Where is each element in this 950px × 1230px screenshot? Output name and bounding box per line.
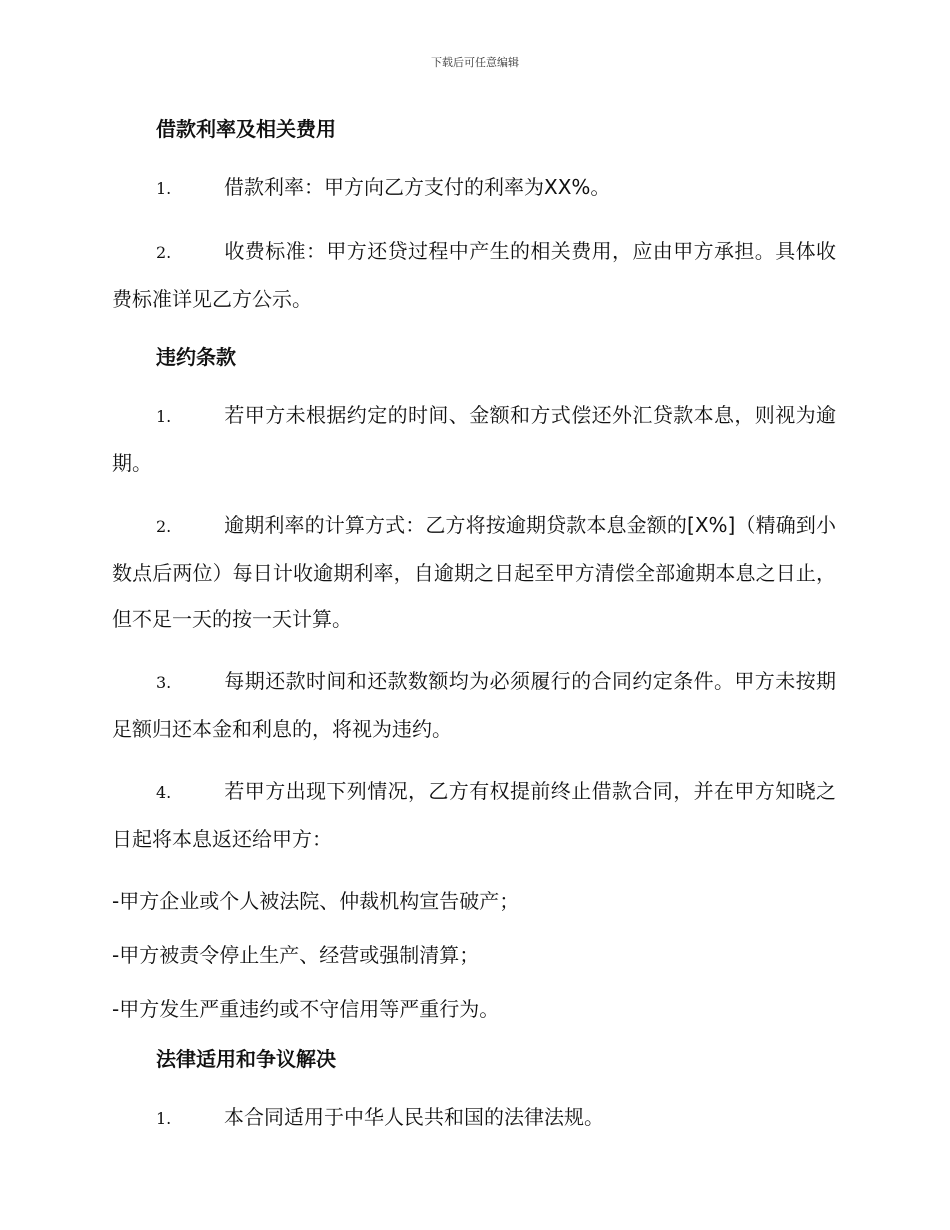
clause-text: 每期还款时间和还款数额均为必须履行的合同约定条件。甲方未按期足额归还本金和利息的，将视为违约。 — [112, 669, 836, 741]
clause-number: 1. — [156, 179, 172, 198]
clause-number: 4. — [156, 783, 172, 802]
clause-text: 本合同适用于中华人民共和国的法律法规。 — [224, 1105, 604, 1129]
bullet-item: -甲方企业或个人被法院、仲裁机构宣告破产； — [112, 889, 520, 913]
clause-number: 3. — [156, 673, 172, 692]
bullet-item: -甲方被责令停止生产、经营或强制清算； — [112, 943, 480, 967]
bullet-item: -甲方发生严重违约或不守信用等严重行为。 — [112, 997, 500, 1021]
section-heading-default: 违约条款 — [156, 345, 236, 369]
clause-item — [112, 228, 836, 322]
clause-item — [112, 768, 836, 862]
page-header-note: 下载后可任意编辑 — [431, 56, 519, 69]
clause-item — [112, 658, 836, 752]
clause-text: 逾期利率的计算方式：乙方将按逾期贷款本息金额的[X%]（精确到小数点后两位）每日计收逾期利率，自逾期之日起至甲方清偿全部逾期本息之日止，但不足一天的按一天计算。 — [112, 513, 836, 631]
clause-item — [112, 392, 836, 486]
clause-number: 1. — [156, 1109, 172, 1128]
clause-item — [112, 1094, 836, 1142]
clause-number: 2. — [156, 243, 172, 262]
clause-text: 借款利率：甲方向乙方支付的利率为XX%。 — [224, 175, 611, 199]
clause-number: 2. — [156, 517, 172, 536]
clause-text: 若甲方未根据约定的时间、金额和方式偿还外汇贷款本息，则视为逾期。 — [112, 403, 836, 475]
section-heading-law: 法律适用和争议解决 — [156, 1047, 336, 1071]
section-heading-interest: 借款利率及相关费用 — [156, 117, 336, 141]
clause-item — [112, 164, 836, 212]
clause-text: 若甲方出现下列情况，乙方有权提前终止借款合同，并在甲方知晓之日起将本息返还给甲方： — [112, 779, 836, 851]
clause-text: 收费标准：甲方还贷过程中产生的相关费用，应由甲方承担。具体收费标准详见乙方公示。 — [112, 239, 836, 311]
document-body — [112, 110, 836, 1158]
clause-item — [112, 502, 836, 642]
clause-number: 1. — [156, 407, 172, 426]
